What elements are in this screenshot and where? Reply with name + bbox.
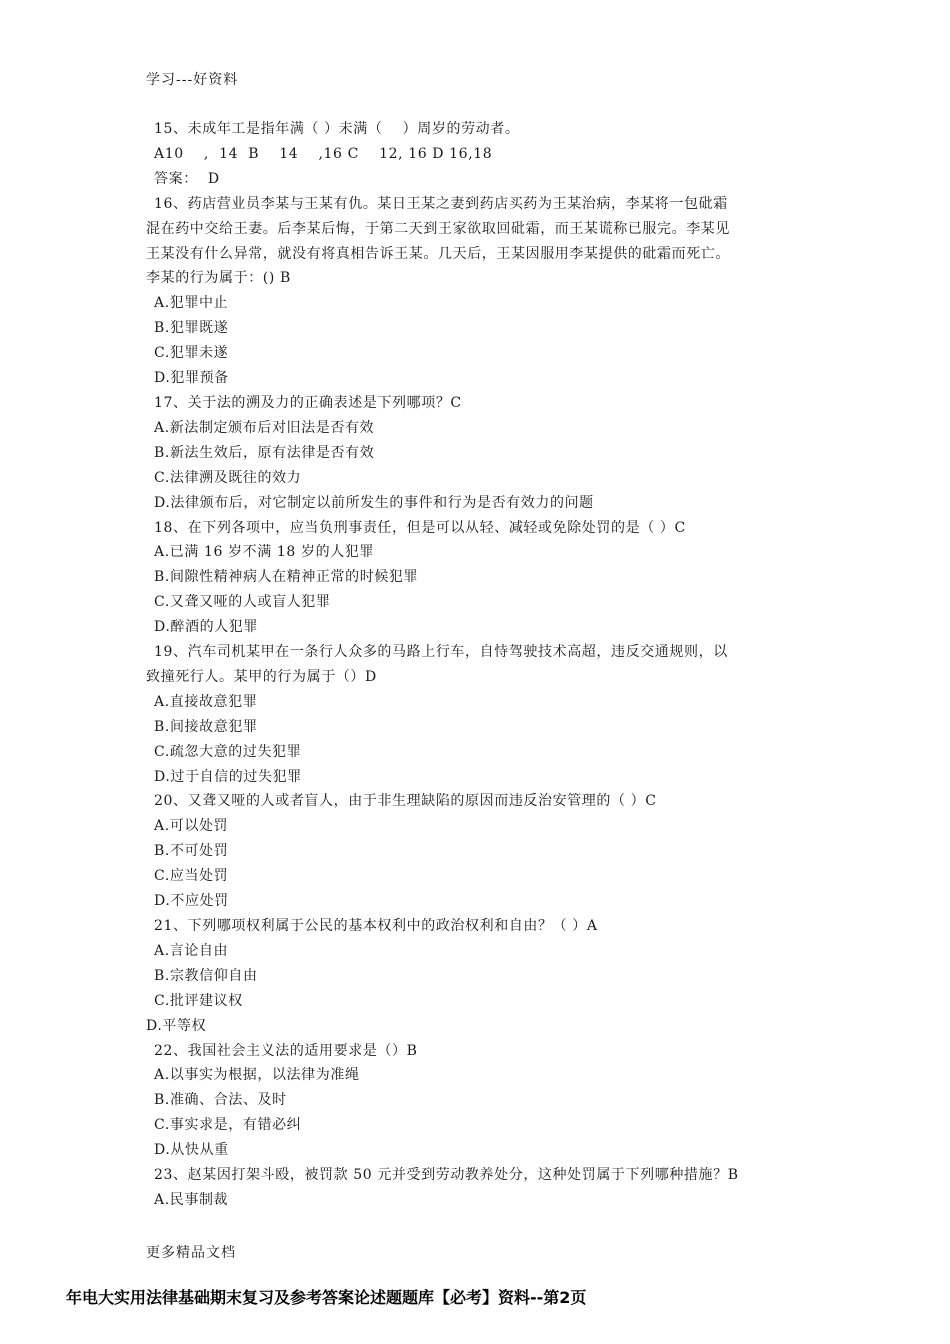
question-text-line: 21、下列哪项权利属于公民的基本权利中的政治权利和自由？（ ）A [154,918,598,934]
answer-option-line: B.间接故意犯罪 [154,718,258,735]
page-footer-note: 更多精品文档 [146,1245,236,1261]
answer-option-line: C.事实求是，有错必纠 [154,1117,302,1134]
answer-option-line: A.直接故意犯罪 [154,693,258,710]
question-text-line: 李某的行为属于：() B [146,270,291,287]
answer-option-line: D.不应处罚 [154,893,229,910]
answer-option-line: 答案： D [154,170,220,187]
answer-option-line: C.应当处罚 [154,868,229,885]
question-text-line: 混在药中交给王妻。后李某后悔，于第二天到王家欲取回砒霜，而王某谎称已服完。李某见 [146,220,730,237]
answer-option-line: A.可以处罚 [154,818,229,835]
question-text-line: 15、未成年工是指年满（ ）未满（ ）周岁的劳动者。 [154,121,520,137]
answer-option-line: D.平等权 [146,1017,207,1034]
page-footer-title: 年电大实用法律基础期末复习及参考答案论述题题库【必考】资料--第2页 [66,1288,587,1307]
answer-option-line: B.准确、合法、及时 [154,1092,287,1109]
question-text-line: 王某没有什么异常，就没有将真相告诉王某。几天后，王某因服用李某提供的砒霜而死亡。 [146,245,730,262]
answer-option-line: B.新法生效后，原有法律是否有效 [154,444,375,461]
answer-option-line: C.批评建议权 [154,992,243,1009]
answer-option-line: D.法律颁布后，对它制定以前所发生的事件和行为是否有效力的问题 [154,494,594,511]
question-text-line: 22、我国社会主义法的适用要求是（）B [154,1042,418,1059]
answer-option-line: A.以事实为根据，以法律为准绳 [154,1067,360,1084]
answer-option-line: C.又聋又哑的人或盲人犯罪 [154,594,331,611]
question-text-line: 20、又聋又哑的人或者盲人，由于非生理缺陷的原因而违反治安管理的（ ）C [154,793,657,810]
question-text-line: 16、药店营业员李某与王某有仇。某日王某之妻到药店买药为王某治病，李某将一包砒霜 [154,195,728,212]
answer-option-line: D.醉酒的人犯罪 [154,619,258,636]
answer-option-line: A.已满 16 岁不满 18 岁的人犯罪 [154,544,374,561]
answer-option-line: A.新法制定颁布后对旧法是否有效 [154,419,375,436]
answer-option-line: D.过于自信的过失犯罪 [154,768,302,785]
question-text-line: 17、关于法的溯及力的正确表述是下列哪项？C [154,394,462,411]
answer-option-line: B.犯罪既遂 [154,320,229,337]
answer-option-line: D.犯罪预备 [154,370,229,387]
answer-option-line: B.不可处罚 [154,843,229,860]
answer-option-line: B.宗教信仰自由 [154,967,258,984]
document-body [146,117,814,1213]
question-text-line: 23、赵某因打架斗殴，被罚款 50 元并受到劳动教养处分，这种处罚属于下列哪种措施？B [154,1167,739,1184]
answer-option-line: A.犯罪中止 [154,295,229,312]
question-text-line: 18、在下列各项中，应当负刑事责任，但是可以从轻、减轻或免除处罚的是（ ）C [154,519,686,536]
answer-option-line: C.疏忽大意的过失犯罪 [154,743,302,760]
question-text-line: 19、汽车司机某甲在一条行人众多的马路上行车，自恃驾驶技术高超，违反交通规则，以 [154,644,728,661]
answer-option-line: A.言论自由 [154,942,229,959]
answer-option-line: C.犯罪未遂 [154,345,229,362]
question-text-line: 致撞死行人。某甲的行为属于（）D [146,668,377,685]
answer-option-line: D.从快从重 [154,1142,229,1159]
answer-option-line: C.法律溯及既往的效力 [154,469,302,486]
page-header: 学习---好资料 [146,72,239,88]
answer-option-line: B.间隙性精神病人在精神正常的时候犯罪 [154,569,419,586]
answer-option-line: A10 , 14 B 14 ,16 C 12, 16 D 16,18 [154,145,493,162]
answer-option-line: A.民事制裁 [154,1191,229,1208]
